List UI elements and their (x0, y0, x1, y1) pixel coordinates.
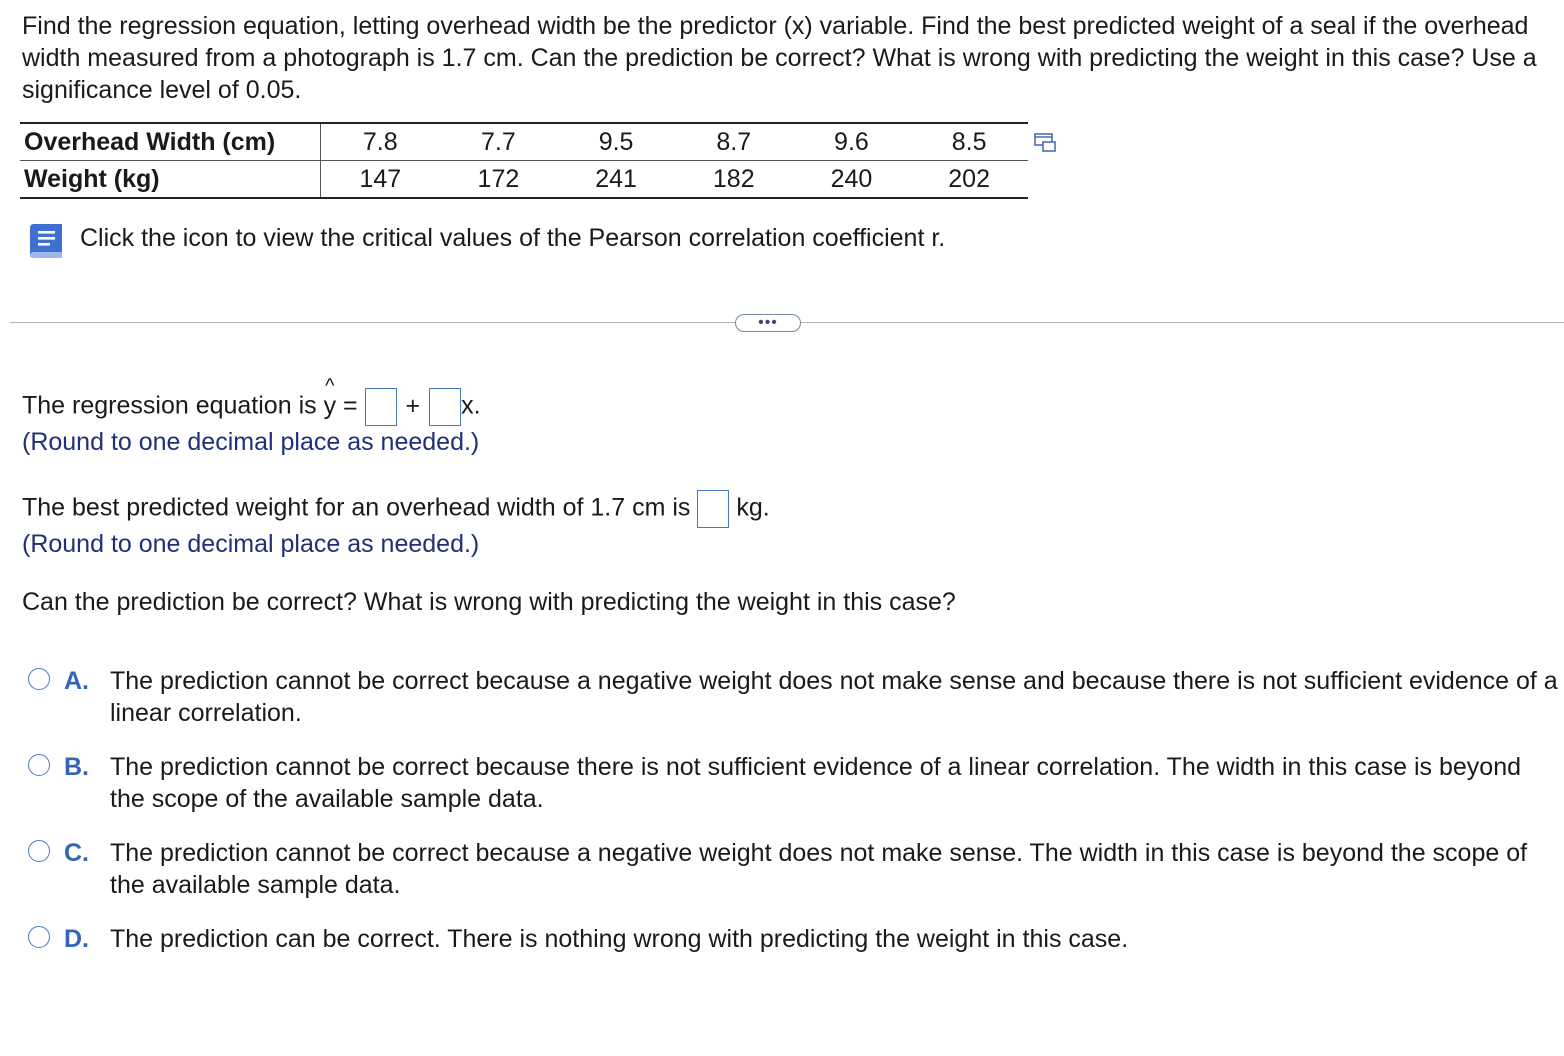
prediction-line (22, 490, 770, 528)
regression-rounding-hint: (Round to one decimal place as needed.) (22, 428, 480, 456)
choice-letter: C. (64, 839, 89, 867)
radio-button-a[interactable] (28, 668, 50, 690)
choice-letter: D. (64, 925, 89, 953)
table-cell: 202 (910, 161, 1028, 199)
row-label: Weight (kg) (20, 161, 321, 199)
table-cell: 9.5 (557, 123, 675, 161)
choice-letter: B. (64, 753, 89, 781)
regression-suffix: x. (461, 391, 481, 420)
choice-c[interactable] (28, 837, 1558, 907)
prediction-prefix: The best predicted weight for an overhead width of 1.7 cm is (22, 493, 691, 522)
plus-sign: + (405, 391, 421, 420)
sub-question: Can the prediction be correct? What is wrong with predicting the weight in this case? (22, 588, 956, 616)
choice-d[interactable] (28, 923, 1558, 959)
choice-a[interactable] (28, 665, 1558, 735)
choice-text: The prediction cannot be correct because a negative weight does not make sense and because there is not sufficient evidence of a linear correlation. (110, 667, 1558, 727)
intercept-input[interactable] (365, 388, 397, 426)
choice-b[interactable] (28, 751, 1558, 821)
choice-text: The prediction cannot be correct because there is not sufficient evidence of a linear correlation. The width in this case is beyond the scope of the available sample data. (110, 753, 1521, 813)
regression-prefix: The regression equation is (22, 391, 317, 420)
table-cell: 241 (557, 161, 675, 199)
y-hat-symbol (323, 374, 337, 422)
hat-symbol: ^ (325, 374, 335, 397)
prediction-rounding-hint: (Round to one decimal place as needed.) (22, 530, 480, 558)
table-cell: 7.8 (321, 123, 440, 161)
predicted-weight-input[interactable] (697, 490, 729, 528)
table-cell: 9.6 (793, 123, 911, 161)
radio-button-d[interactable] (28, 926, 50, 948)
choice-text: The prediction can be correct. There is nothing wrong with predicting the weight in this case. (110, 925, 1129, 953)
copy-table-icon[interactable] (1034, 133, 1058, 153)
more-button[interactable]: ••• (735, 314, 801, 332)
radio-button-c[interactable] (28, 840, 50, 862)
table-cell: 172 (440, 161, 558, 199)
table-cell: 240 (793, 161, 911, 199)
y-symbol: y (323, 391, 337, 420)
choice-text: The prediction cannot be correct because a negative weight does not make sense. The width in this case is beyond the scope of the available sample data. (110, 839, 1528, 899)
reference-link-text: Click the icon to view the critical values of the Pearson correlation coefficient r. (80, 224, 946, 252)
equals-sign: = (343, 391, 358, 420)
book-icon[interactable] (24, 220, 68, 260)
regression-equation-line (22, 374, 481, 426)
table-cell: 8.7 (675, 123, 793, 161)
question-paragraph: Find the regression equation, letting overhead width be the predictor (x) variable. Find the best predicted weight of a seal if the overhead width measured from a photograph is 1.7 cm. Can the prediction be correct? What is wrong with predicting the weight in this case? Use a significance level of 0.05. (22, 12, 1537, 104)
table-row-width (20, 123, 1028, 161)
choice-letter: A. (64, 667, 89, 695)
table-cell: 182 (675, 161, 793, 199)
prediction-suffix: kg. (736, 493, 770, 522)
question-text (22, 10, 1542, 106)
radio-button-b[interactable] (28, 754, 50, 776)
data-table (20, 122, 1028, 199)
table-row-weight (20, 161, 1028, 199)
table-cell: 7.7 (440, 123, 558, 161)
table-cell: 8.5 (910, 123, 1028, 161)
slope-input[interactable] (429, 388, 461, 426)
row-label: Overhead Width (cm) (20, 123, 321, 161)
table-cell: 147 (321, 161, 440, 199)
